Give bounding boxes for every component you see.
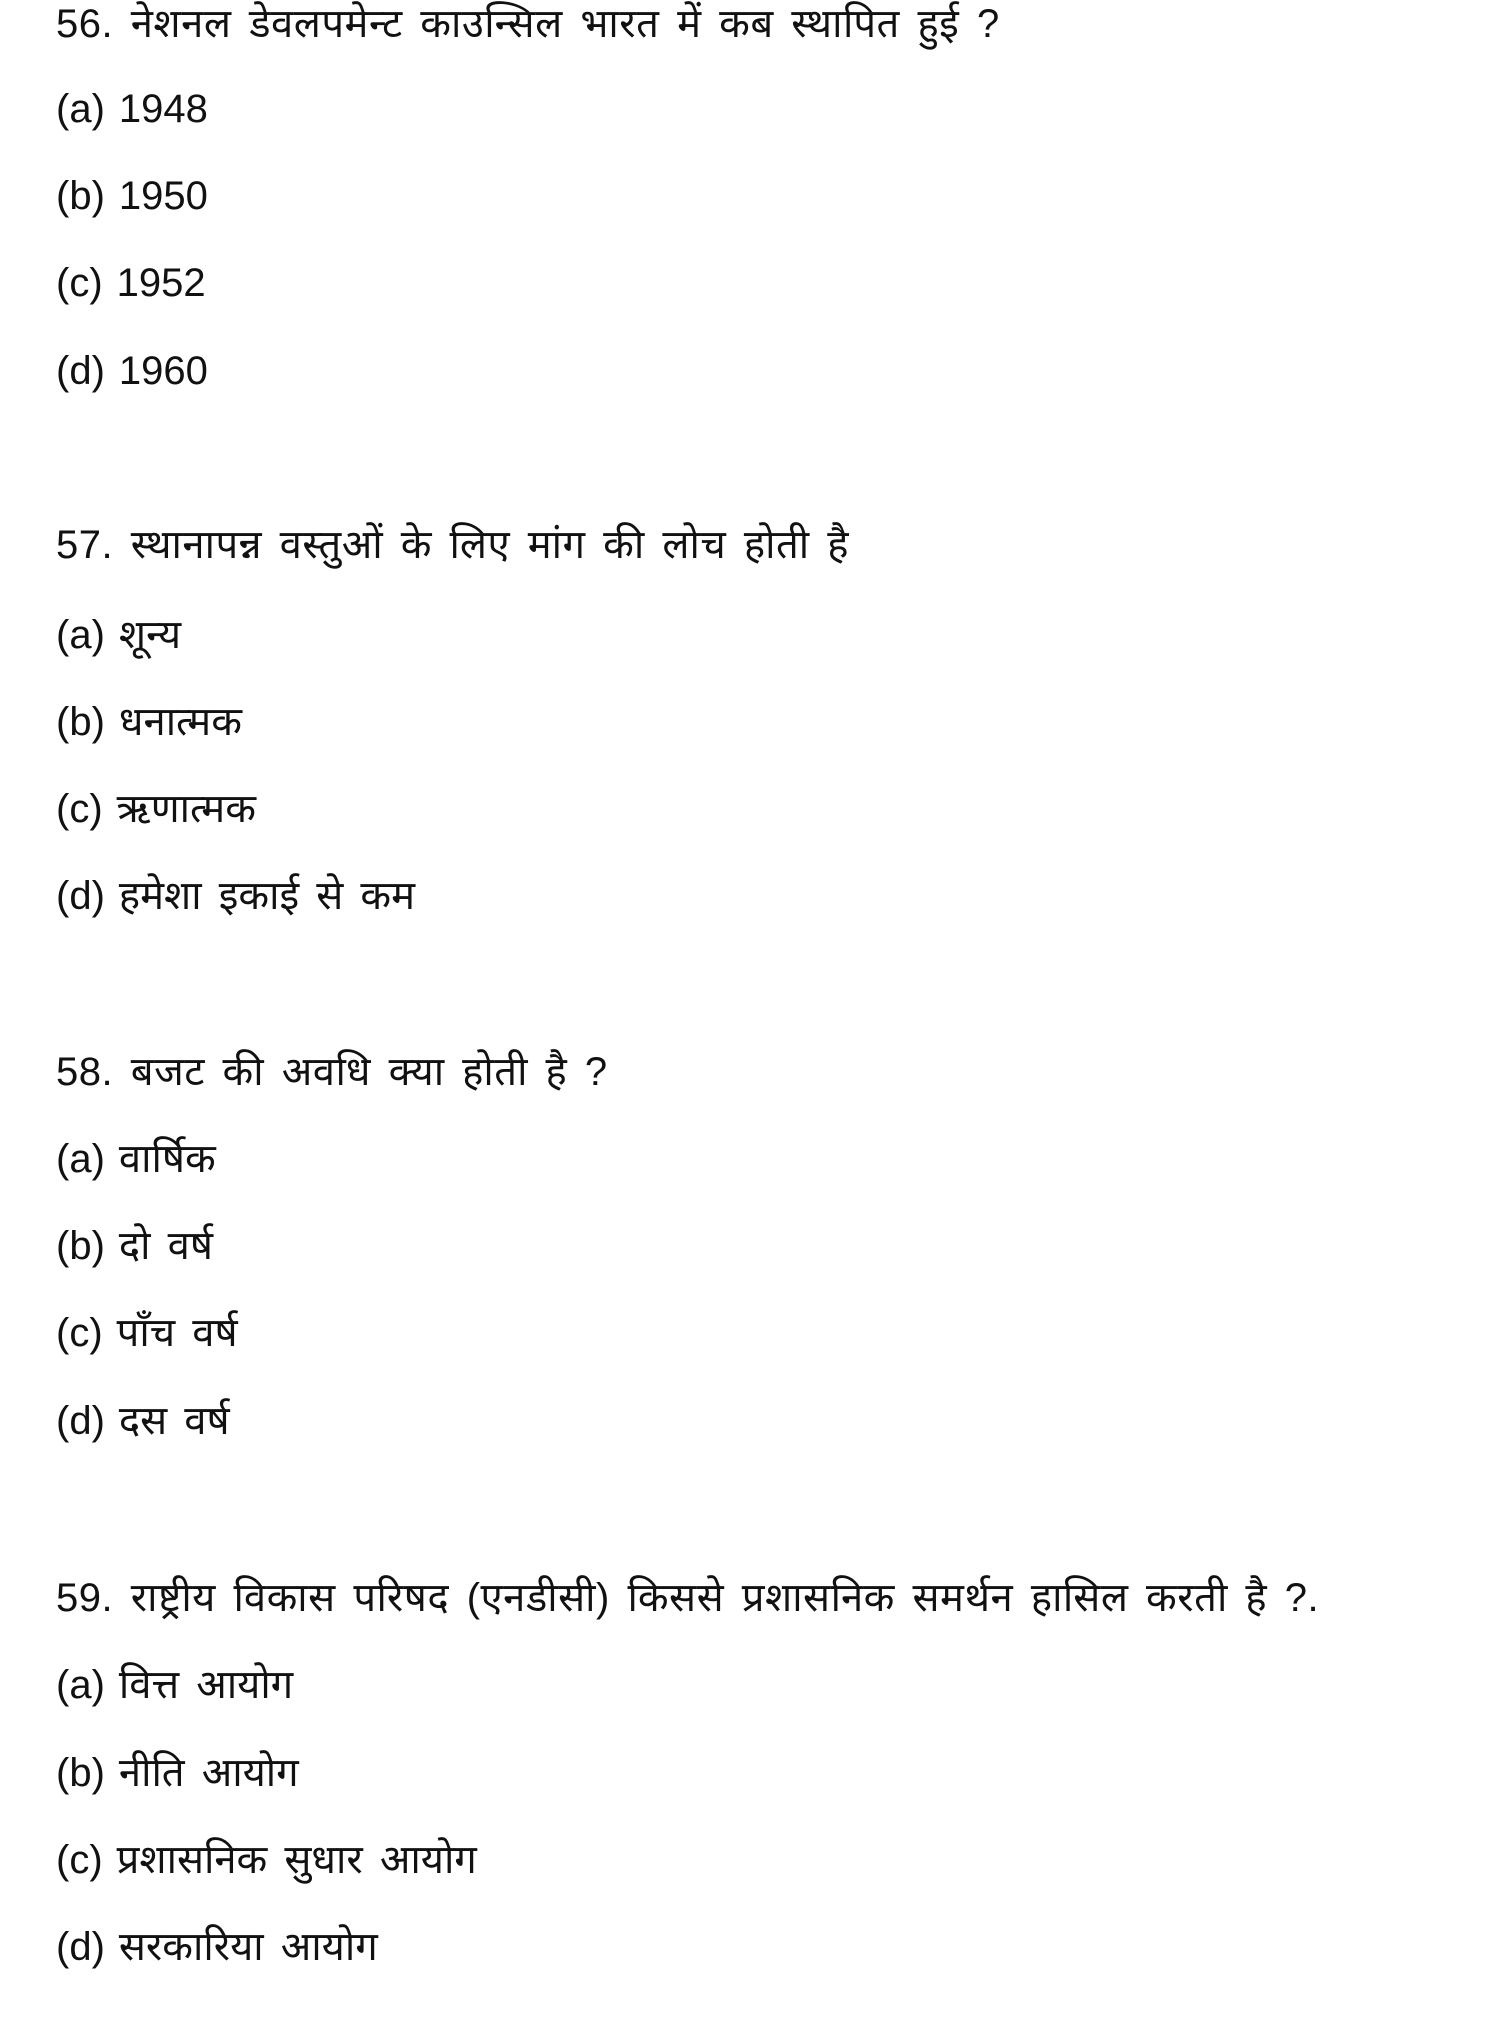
question-56-option-d xyxy=(56,347,208,395)
question-57-text xyxy=(56,521,1476,569)
question-58 xyxy=(56,1048,1476,1443)
option-letter: (b) xyxy=(56,174,105,218)
option-text: ऋणात्मक xyxy=(116,787,256,831)
question-number: 57. xyxy=(56,523,114,567)
option-text: सरकारिया आयोग xyxy=(118,1925,378,1969)
option-text: हमेशा इकाई से कम xyxy=(118,874,415,918)
question-stem: स्थानापन्न वस्तुओं के लिए मांग की लोच होती है xyxy=(130,523,849,567)
question-56-option-b xyxy=(56,172,208,220)
question-59-option-c xyxy=(56,1836,477,1884)
option-text: पाँच वर्ष xyxy=(116,1311,238,1355)
option-letter: (b) xyxy=(56,700,105,744)
option-text: वार्षिक xyxy=(118,1137,216,1181)
option-text: 1948 xyxy=(118,87,208,131)
option-letter: (a) xyxy=(56,1137,105,1181)
option-text: दस वर्ष xyxy=(118,1399,230,1443)
question-56-option-c xyxy=(56,259,206,307)
question-57-option-c xyxy=(56,785,256,833)
option-letter: (a) xyxy=(56,87,105,131)
option-text: दो वर्ष xyxy=(118,1224,213,1268)
question-stem: बजट की अवधि क्या होती है ? xyxy=(130,1050,608,1094)
option-letter: (c) xyxy=(56,787,103,831)
question-stem: नेशनल डेवलपमेन्ट काउन्सिल भारत में कब स्थापित हुई ? xyxy=(130,2,1000,46)
question-59 xyxy=(56,1574,1476,1969)
option-letter: (d) xyxy=(56,1399,105,1443)
question-57-option-a xyxy=(56,611,181,659)
question-59-option-b xyxy=(56,1749,299,1797)
option-letter: (c) xyxy=(56,1311,103,1355)
question-59-option-d xyxy=(56,1923,378,1971)
question-57 xyxy=(56,521,1476,918)
option-letter: (c) xyxy=(56,1838,103,1882)
option-letter: (b) xyxy=(56,1751,105,1795)
option-text: धनात्मक xyxy=(118,700,242,744)
option-text: नीति आयोग xyxy=(118,1751,299,1795)
question-stem: राष्ट्रीय विकास परिषद (एनडीसी) किससे प्रशासनिक समर्थन हासिल करती है ?. xyxy=(130,1576,1320,1620)
question-58-option-c xyxy=(56,1309,238,1357)
option-letter: (a) xyxy=(56,613,105,657)
question-58-option-d xyxy=(56,1397,230,1445)
question-57-option-b xyxy=(56,698,242,746)
question-number: 59. xyxy=(56,1576,114,1620)
question-58-option-a xyxy=(56,1135,216,1183)
option-text: 1950 xyxy=(118,174,208,218)
question-58-option-b xyxy=(56,1222,213,1270)
question-59-option-a xyxy=(56,1661,293,1709)
question-56-text xyxy=(56,0,1476,48)
option-text: 1960 xyxy=(118,349,208,393)
option-letter: (b) xyxy=(56,1224,105,1268)
question-56 xyxy=(56,0,1476,393)
question-59-text xyxy=(56,1574,1476,1622)
option-text: 1952 xyxy=(116,261,206,305)
question-56-option-a xyxy=(56,85,208,133)
option-text: प्रशासनिक सुधार आयोग xyxy=(116,1838,477,1882)
option-letter: (d) xyxy=(56,874,105,918)
option-text: वित्त आयोग xyxy=(118,1663,294,1707)
question-57-option-d xyxy=(56,872,415,920)
question-number: 56. xyxy=(56,2,114,46)
question-number: 58. xyxy=(56,1050,114,1094)
question-58-text xyxy=(56,1048,1476,1096)
option-letter: (d) xyxy=(56,1925,105,1969)
option-letter: (a) xyxy=(56,1663,105,1707)
option-letter: (c) xyxy=(56,261,103,305)
option-letter: (d) xyxy=(56,349,105,393)
option-text: शून्य xyxy=(118,613,182,657)
